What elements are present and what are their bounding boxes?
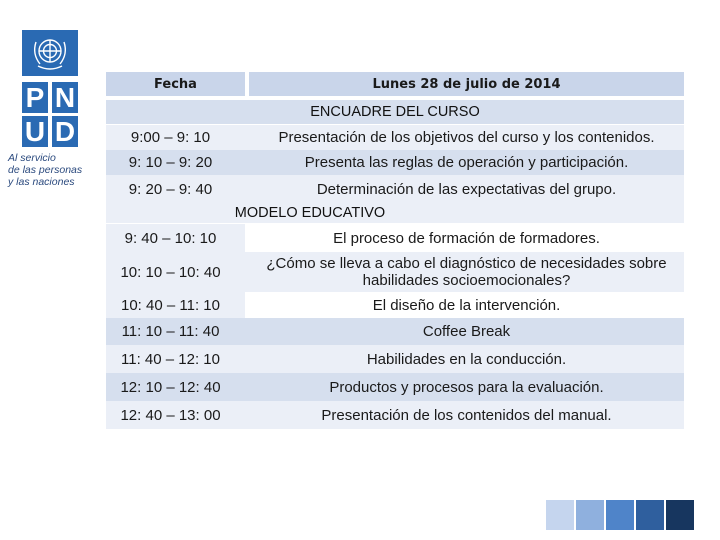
logo-letter-u: U [22, 116, 48, 147]
footer-swatch [606, 500, 634, 530]
description-cell: Presentación de los contenidos del manual. [321, 406, 612, 424]
description-cell: Productos y procesos para la evaluación. [329, 378, 604, 396]
time-cell: 9: 40 – 10: 10 [106, 224, 245, 252]
table-row [106, 373, 684, 401]
date-value: Lunes 28 de julio de 2014 [249, 72, 684, 96]
logo-letter-d: D [52, 116, 78, 147]
logo-letter-p: P [22, 82, 48, 113]
time-cell: 12: 10 – 12: 40 [120, 378, 221, 396]
table-row [106, 252, 684, 292]
description-cell: Determinación de las expectativas del grupo. [316, 180, 617, 198]
un-emblem-icon [22, 30, 78, 76]
description-cell: Habilidades en la conducción. [366, 350, 567, 368]
description-cell: ¿Cómo se lleva a cabo el diagnóstico de necesidades sobre habilidades socioemocionales? [266, 255, 667, 289]
table-row [106, 292, 684, 318]
footer-swatch [636, 500, 664, 530]
description-cell: El diseño de la intervención. [372, 296, 561, 314]
table-row [106, 345, 684, 373]
logo-tagline: Al servicio de las personas y las naciones [8, 152, 83, 188]
description-cell: Presenta las reglas de operación y participación. [304, 154, 629, 171]
footer-swatch [666, 500, 694, 530]
table-row [106, 401, 684, 429]
description-cell: El proceso de formación de formadores. [333, 229, 600, 247]
footer-swatch [576, 500, 604, 530]
time-cell: 11: 10 – 11: 40 [121, 323, 220, 340]
section-header-modelo [106, 203, 684, 223]
time-cell: 9:00 – 9: 10 [130, 129, 211, 146]
description-cell: Presentación de los objetivos del curso y los contenidos. [278, 129, 655, 146]
date-label: Fecha [106, 72, 245, 96]
time-cell: 9: 20 – 9: 40 [128, 180, 213, 198]
footer-swatch [546, 500, 574, 530]
time-cell: 12: 40 – 13: 00 [120, 406, 221, 424]
table-row [106, 175, 684, 203]
description-cell: Coffee Break [422, 323, 511, 340]
time-cell: 10: 40 – 11: 10 [106, 292, 245, 318]
time-cell: 9: 10 – 9: 20 [128, 154, 213, 171]
time-cell: 11: 40 – 12: 10 [121, 350, 220, 368]
table-row [106, 125, 684, 150]
table-row [106, 224, 684, 252]
table-row [106, 318, 684, 345]
table-row [106, 150, 684, 175]
section-title: ENCUADRE DEL CURSO [310, 104, 480, 120]
time-cell: 10: 10 – 10: 40 [120, 263, 221, 281]
logo-letter-n: N [52, 82, 78, 113]
section-title: MODELO EDUCATIVO [234, 205, 386, 221]
table-header-row [106, 72, 684, 96]
section-header-encuadre [106, 100, 684, 124]
